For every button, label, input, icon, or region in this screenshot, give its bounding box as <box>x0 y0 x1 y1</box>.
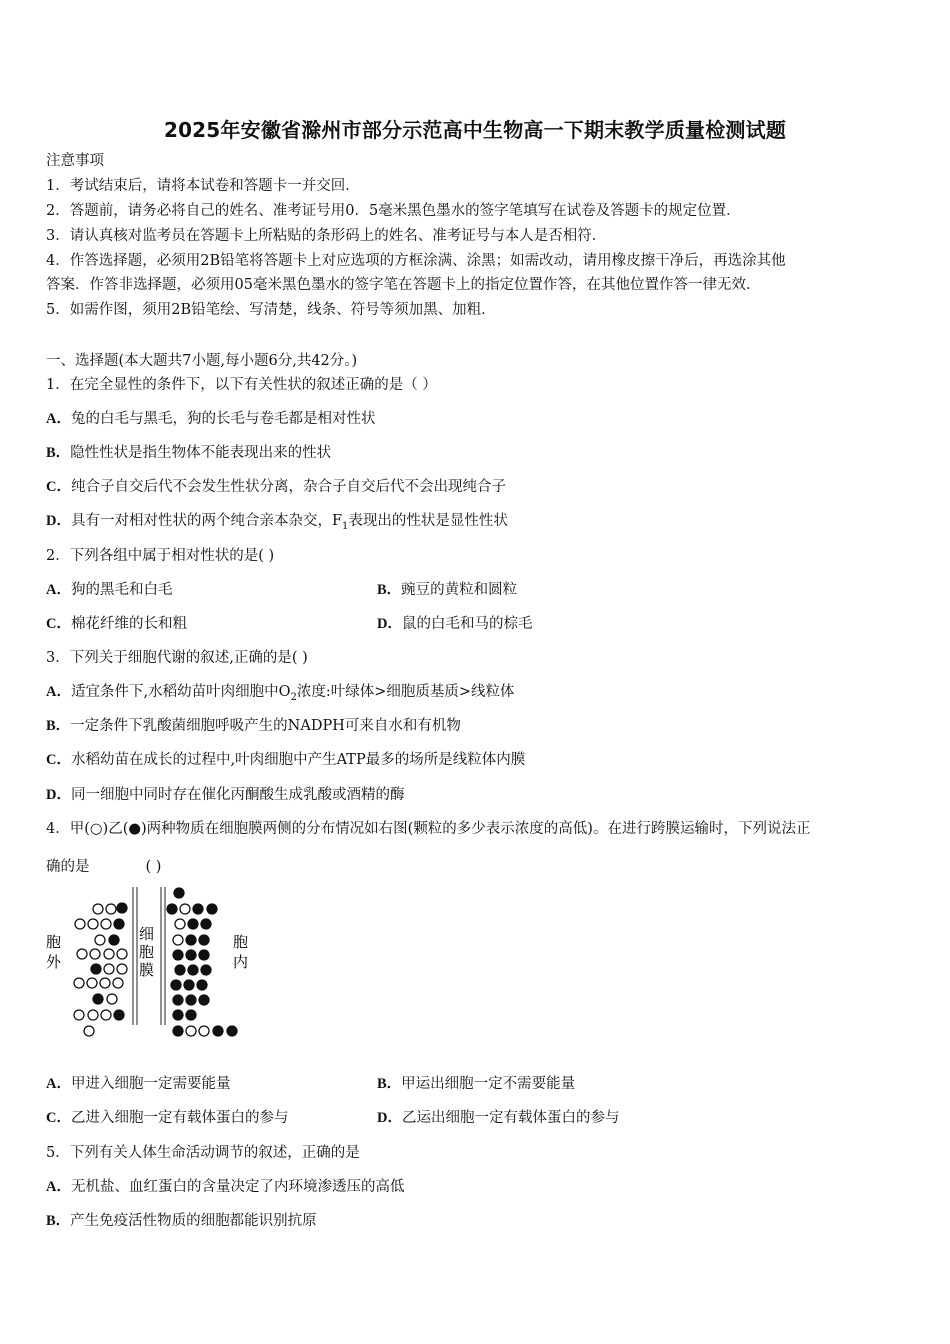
open-particle <box>88 1010 98 1020</box>
option-letter: C． <box>46 479 71 495</box>
q4-option-a <box>46 1074 230 1094</box>
filled-particle <box>117 903 127 913</box>
option-text: 狗的黑毛和白毛 <box>70 582 173 598</box>
open-particle <box>75 919 85 929</box>
open-particle <box>74 978 84 988</box>
notice-item: 答案．作答非选择题，必须用05毫米黑色墨水的签字笔在答题卡上的指定位置作答，在其他位置作答一律无效． <box>46 277 761 293</box>
option-text: 一定条件下乳酸菌细胞呼吸产生的NADPH可来自水和有机物 <box>70 718 461 734</box>
filled-particle <box>93 994 103 1004</box>
open-particle <box>84 1026 94 1036</box>
label-char: 胞 <box>46 933 62 951</box>
q1-option-b <box>46 443 331 463</box>
option-letter: D． <box>377 1110 402 1126</box>
filled-particle <box>173 1010 183 1020</box>
filled-particle <box>173 1026 183 1036</box>
option-text: 隐性性状是指生物体不能表现出来的性状 <box>70 445 332 461</box>
option-letter: A． <box>46 684 71 700</box>
option-letter: D． <box>377 616 402 632</box>
label-char: 内 <box>233 953 249 971</box>
filled-particle <box>186 995 196 1005</box>
open-particle <box>87 978 97 988</box>
label-char: 胞 <box>233 933 249 951</box>
filled-particle <box>199 995 209 1005</box>
open-particle <box>88 919 98 929</box>
filled-particle <box>199 950 209 960</box>
q2-option-a <box>46 580 172 600</box>
open-particle <box>77 949 87 959</box>
question-3-stem: 3．下列关于细胞代谢的叙述,正确的是( ) <box>46 650 308 666</box>
option-text: 表现出的性状是显性性状 <box>348 513 508 529</box>
option-letter: B． <box>46 445 71 461</box>
inside-particles <box>167 888 237 1036</box>
filled-particle <box>184 980 194 990</box>
question-1-stem: 1．在完全显性的条件下，以下有关性状的叙述正确的是（ ） <box>46 377 437 393</box>
open-particle <box>186 1026 196 1036</box>
filled-particle <box>199 935 209 945</box>
q3-option-b <box>46 716 461 736</box>
open-particle <box>106 904 116 914</box>
option-letter: C． <box>46 752 71 768</box>
open-particle <box>180 904 190 914</box>
option-letter: B． <box>46 1213 71 1229</box>
open-particle <box>117 949 127 959</box>
filled-particle <box>207 904 217 914</box>
option-text: 具有一对相对性状的两个纯合亲本杂交，F <box>70 513 343 529</box>
option-letter: D． <box>46 513 71 529</box>
filled-particle <box>173 950 183 960</box>
filled-particle <box>114 919 124 929</box>
option-text: 鼠的白毛和马的棕毛 <box>401 616 533 632</box>
subscript: 2 <box>290 691 297 703</box>
question-4-stem-cont <box>46 857 161 877</box>
notice-heading: 注意事项 <box>46 153 104 169</box>
open-particle <box>175 919 185 929</box>
open-particle <box>100 978 110 988</box>
notice-item: 1．考试结束后，请将本试卷和答题卡一并交回． <box>46 178 360 194</box>
q3-option-d <box>46 785 404 805</box>
option-letter: B． <box>377 582 402 598</box>
outside-particles <box>74 903 127 1036</box>
filled-particle <box>201 919 211 929</box>
section-heading: 一、选择题(本大题共7小题,每小题6分,共42分。) <box>46 353 358 369</box>
option-letter: D． <box>46 787 71 803</box>
q2-option-c <box>46 614 187 634</box>
q1-option-d <box>46 511 508 537</box>
stem-text: 确的是 <box>46 859 90 875</box>
open-particle <box>107 994 117 1004</box>
option-text: 水稻幼苗在成长的过程中,叶肉细胞中产生ATP最多的场所是线粒体内膜 <box>70 752 526 768</box>
open-particle <box>199 1026 209 1036</box>
filled-particle <box>186 935 196 945</box>
q2-option-b <box>377 580 517 600</box>
q4-option-d <box>377 1108 619 1128</box>
q1-option-c <box>46 477 506 497</box>
q2-option-d <box>377 614 532 634</box>
option-text: 甲进入细胞一定需要能量 <box>70 1076 231 1092</box>
option-text: 无机盐、血红蛋白的含量决定了内环境渗透压的高低 <box>70 1179 405 1195</box>
option-letter: B． <box>46 718 71 734</box>
option-text: 甲运出细胞一定不需要能量 <box>401 1076 576 1092</box>
filled-particle <box>114 1010 124 1020</box>
answer-parentheses: ( ) <box>145 859 162 875</box>
filled-particle <box>193 904 203 914</box>
filled-particle <box>91 964 101 974</box>
label-char: 细 <box>139 925 155 943</box>
open-particle <box>74 1010 84 1020</box>
filled-particle <box>188 919 198 929</box>
option-text: 纯合子自交后代不会发生性状分离，杂合子自交后代不会出现纯合子 <box>70 479 506 495</box>
filled-particle <box>175 965 185 975</box>
option-letter: C． <box>46 616 71 632</box>
open-particle <box>95 935 105 945</box>
filled-particle <box>227 1026 237 1036</box>
option-text: 适宜条件下,水稻幼苗叶肉细胞中O <box>70 684 291 700</box>
notice-item: 5．如需作图，须用2B铅笔绘、写清楚，线条、符号等须加黑、加粗． <box>46 302 496 318</box>
question-5-stem: 5．下列有关人体生命活动调节的叙述，正确的是 <box>46 1145 360 1161</box>
open-particle <box>113 978 123 988</box>
filled-particle <box>197 980 207 990</box>
page-title: 2025年安徽省滁州市部分示范高中生物高一下期末教学质量检测试题 <box>163 118 787 142</box>
q1-option-a <box>46 409 375 429</box>
label-outside <box>46 933 62 971</box>
q3-option-a <box>46 682 515 708</box>
label-char: 外 <box>46 953 62 971</box>
option-letter: A． <box>46 1179 71 1195</box>
label-char: 胞 <box>139 943 155 961</box>
filled-particle <box>167 904 177 914</box>
filled-particle <box>173 995 183 1005</box>
option-letter: B． <box>377 1076 402 1092</box>
open-particle <box>101 919 111 929</box>
label-membrane <box>139 925 154 979</box>
notice-item: 2．答题前，请务必将自己的姓名、准考证号用0．5毫米黑色墨水的签字笔填写在试卷及答题卡的规定位置． <box>46 203 741 219</box>
option-text: 乙运出细胞一定有载体蛋白的参与 <box>401 1110 620 1126</box>
open-particle <box>93 904 103 914</box>
option-text: 产生免疫活性物质的细胞都能识别抗原 <box>70 1213 317 1229</box>
filled-particle <box>171 980 181 990</box>
filled-particle <box>201 965 211 975</box>
option-text: 同一细胞中同时存在催化丙酮酸生成乳酸或酒精的酶 <box>70 787 405 803</box>
filled-particle <box>188 965 198 975</box>
filled-particle <box>213 1026 223 1036</box>
open-particle <box>173 935 183 945</box>
label-inside <box>233 933 248 971</box>
question-2-stem: 2．下列各组中属于相对性状的是( ) <box>46 548 275 564</box>
subscript: 1 <box>342 520 349 532</box>
option-letter: A． <box>46 1076 71 1092</box>
open-particle <box>90 949 100 959</box>
open-particle <box>117 964 127 974</box>
q5-option-b <box>46 1211 317 1231</box>
option-text: 棉花纤维的长和粗 <box>70 616 187 632</box>
notice-item: 4．作答选择题，必须用2B铅笔将答题卡上对应选项的方框涂满、涂黑；如需改动，请用橡皮擦干净后，再选涂其他 <box>46 253 786 269</box>
option-text: 兔的白毛与黑毛，狗的长毛与卷毛都是相对性状 <box>70 411 376 427</box>
option-text: 浓度:叶绿体>细胞质基质>线粒体 <box>296 684 515 700</box>
option-letter: A． <box>46 582 71 598</box>
label-char: 膜 <box>139 961 155 979</box>
filled-particle <box>174 888 184 898</box>
filled-particle <box>109 935 119 945</box>
q3-option-c <box>46 750 525 770</box>
filled-particle <box>186 950 196 960</box>
open-particle <box>104 949 114 959</box>
notice-item: 3．请认真核对监考员在答题卡上所粘贴的条形码上的姓名、准考证号与本人是否相符． <box>46 228 607 244</box>
filled-particle <box>186 1010 196 1020</box>
option-text: 豌豆的黄粒和圆粒 <box>401 582 518 598</box>
open-particle <box>101 1010 111 1020</box>
option-text: 乙进入细胞一定有载体蛋白的参与 <box>70 1110 289 1126</box>
q4-option-b <box>377 1074 575 1094</box>
q5-option-a <box>46 1177 404 1197</box>
question-4-stem: 4．甲(○)乙(●)两种物质在细胞膜两侧的分布情况如右图(颗粒的多少表示浓度的高低)。在进行跨膜运输时，下列说法正 <box>46 821 811 837</box>
option-letter: A． <box>46 411 71 427</box>
open-particle <box>104 964 114 974</box>
option-letter: C． <box>46 1110 71 1126</box>
membrane-diagram <box>40 885 270 1045</box>
q4-option-c <box>46 1108 288 1128</box>
